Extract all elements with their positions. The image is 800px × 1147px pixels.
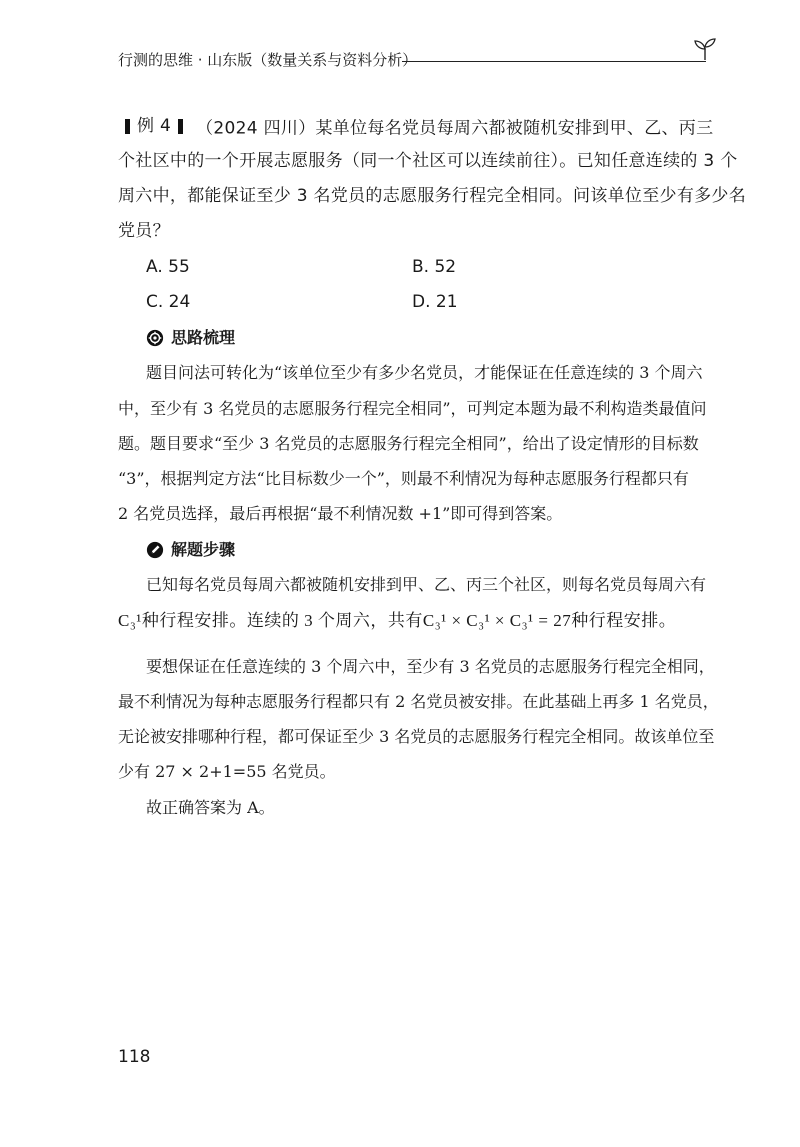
analysis-heading-text: 思路梳理 xyxy=(171,328,236,347)
example-label xyxy=(118,115,190,137)
header-title: 行测的思维 · 山东版（数量关系与资料分析） xyxy=(118,51,418,69)
analysis-heading xyxy=(146,327,235,349)
analysis-line-1: 题目问法可转化为“该单位至少有多少名党员，才能保证在任意连续的 3 个周六 xyxy=(146,363,703,382)
solution-p2-line-2: 最不利情况为每种志愿服务行程都只有 2 名党员被安排。在此基础上再多 1 名党员， xyxy=(118,692,719,711)
conclusion-line: 故正确答案为 A。 xyxy=(146,798,275,817)
header-rule xyxy=(402,61,706,62)
pencil-circle-icon xyxy=(146,541,164,559)
solution-p2-line-4: 少有 27 × 2+1=55 名党员。 xyxy=(118,762,336,781)
solution-p2-line-1: 要想保证在任意连续的 3 个周六中，至少有 3 名党员的志愿服务行程完全相同， xyxy=(146,657,715,676)
gear-icon xyxy=(146,329,164,347)
option-c: C. 24 xyxy=(146,292,191,312)
label-bar-left xyxy=(125,119,130,134)
label-bar-right xyxy=(178,119,183,134)
option-a: A. 55 xyxy=(146,257,190,277)
solution-heading-text: 解题步骤 xyxy=(171,540,236,559)
analysis-line-4: “3”，根据判定方法“比目标数少一个”，则最不利情况为每种志愿服务行程都只有 xyxy=(118,469,689,488)
solution-heading xyxy=(146,539,235,561)
question-line-1 xyxy=(118,115,722,140)
analysis-line-5: 2 名党员选择，最后再根据“最不利情况数 +1”即可得到答案。 xyxy=(118,504,563,523)
question-line-4: 党员？ xyxy=(118,221,170,241)
question-line-2: 个社区中的一个开展志愿服务（同一个社区可以连续前往）。已知任意连续的 3 个 xyxy=(118,151,738,171)
solution-line-1: 已知每名党员每周六都被随机安排到甲、乙、丙三个社区，则每名党员每周六有 xyxy=(146,575,707,594)
solution-formula-line: C₃¹种行程安排。连续的 3 个周六，共有C₃¹ × C₃¹ × C₃¹ = 27种行程安排。 xyxy=(118,611,677,630)
option-b: B. 52 xyxy=(412,257,457,277)
sprout-icon xyxy=(692,36,718,62)
analysis-line-3: 题。题目要求“至少 3 名党员的志愿服务行程完全相同”，给出了设定情形的目标数 xyxy=(118,434,699,453)
question-text: （2024 四川）某单位每名党员每周六都被随机安排到甲、乙、丙三 xyxy=(196,118,714,139)
question-line-3: 周六中，都能保证至少 3 名党员的志愿服务行程完全相同。问该单位至少有多少名 xyxy=(118,186,747,206)
solution-p2-line-3: 无论被安排哪种行程，都可保证至少 3 名党员的志愿服务行程完全相同。故该单位至 xyxy=(118,727,715,746)
page-number: 118 xyxy=(118,1047,151,1067)
running-header xyxy=(118,50,718,74)
analysis-line-2: 中，至少有 3 名党员的志愿服务行程完全相同”，可判定本题为最不利构造类最值问 xyxy=(118,399,707,418)
example-number: 例 4 xyxy=(137,116,172,136)
option-d: D. 21 xyxy=(412,292,458,312)
